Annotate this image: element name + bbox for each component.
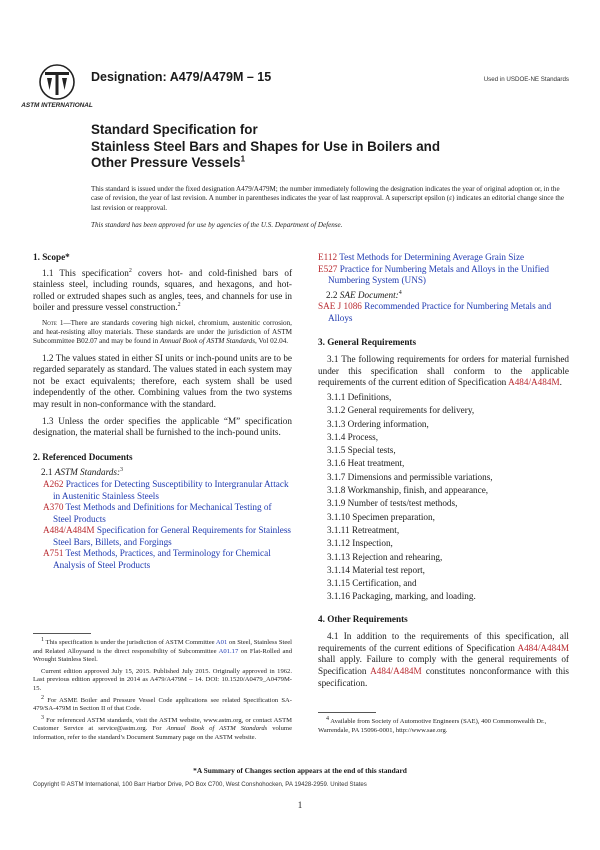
ref-code-link[interactable]: A484/A484M [43,525,95,536]
ref-title-link[interactable]: Recommended Practice for Numbering Metals and Alloys [328,301,552,323]
ref-title-link[interactable]: Specification for General Requirements for Stainless Steel Bars, Billets, and Forgings [53,525,292,547]
astm-logo [21,62,93,110]
right-column [318,252,569,694]
ref-title-link[interactable]: Test Methods for Determining Average Grain Size [337,252,525,262]
footnote-ref-4[interactable]: 4 [398,289,402,296]
ref-code-link[interactable]: A751 [43,548,64,559]
footnote-divider [318,712,376,713]
para-1-1: 1.1 This specification$^2$ covers hot- and cold-finished bars of stainless steel, including rounds, squares, and hexagons, and hot-rolled or extruded shapes such as angles, tees, and channels for use in boiler and pressure vessel construction.$^2$ [33,267,292,313]
summary-of-changes-note: *A Summary of Changes section appears at the end of this standard [193,766,407,775]
list-item: 3.1.12 Inspection, [327,538,393,549]
ref-item [33,525,292,548]
ref-item [33,502,292,525]
footnotes-left [33,636,293,746]
intro-paragraph: This standard is issued under the fixed designation A479/A479M; the number immediately following the designation indicates the year of original adoption or, in the case of revision, the year of last revision. A number in parentheses indicates the year of last reapproval. A superscript epsilon (ε) indicates an editorial change since the last revision or reapproval. [91,185,564,212]
footnote-divider [33,633,91,634]
footnote-2: $^2$ For ASME Boiler and Pressure Vessel Code applications see related Specification SA-479/SA-479M in Section II of that Code. [33,694,292,713]
section-2-heading: 2. Referenced Documents [33,451,133,462]
footnote-ref-2b[interactable]: 2 [177,302,181,309]
dod-approval: This standard has been approved for use by agencies of the U.S. Department of Defense. [91,221,343,229]
list-item: 3.1.9 Number of tests/test methods, [327,498,458,509]
ref-title-link[interactable]: Test Methods, Practices, and Terminology for Chemical Analysis of Steel Products [53,548,271,571]
committee-link[interactable]: A01 [215,639,228,646]
used-in-label: Used in USDOE-NE Standards [483,76,569,83]
section-1-heading: 1. Scope* [33,252,70,262]
ref-title-link[interactable]: Practices for Detecting Susceptibility to Intergranular Attack in Austenitic Stainless Steels [53,478,289,501]
para-3-1: 3.1 The following requirements for orders for material furnished under this specification shall conform to the applicable requirements of the current edition of Specification A484/A484M. [318,354,569,388]
list-item: 3.1.3 Ordering information, [327,418,429,429]
ref-item [318,252,569,264]
list-item: 3.1.7 Dimensions and permissible variations, [327,471,493,482]
requirements-list [318,391,569,604]
ref-title-link[interactable]: Practice for Numbering Metals and Alloys in the Unified Numbering System (UNS) [328,263,549,286]
list-item: 3.1.4 Process, [327,431,379,442]
footnote-4: $^4$ Available from Society of Automotive Engineers (SAE), 400 Commonwealth Dr., Warrendale, PA 15096-0001, http://www.sae.org. [318,715,547,734]
title-line-2: Stainless Steel Bars and Shapes for Use in Boilers and [91,138,441,154]
footnote-3: $^3$ For referenced ASTM standards, visit the ASTM website, www.astm.org, or contact ASTM Customer Service at service@astm.org. For Annual Book of ASTM Standards volume information, refer to the standard’s Document Summary page on the ASTM website. [33,714,292,741]
ref-code-link[interactable]: E527 [318,263,338,274]
list-item: 3.1.15 Certification, and [327,578,417,589]
footnote-1-continued: Current edition approved July 15, 2015. Published July 2015. Originally approved in 1962. Last previous edition approved in 2014 as A479/A479M – 14. DOI: 10.1520/A0479_A0479M-15. [33,667,292,692]
note-1: Note 1—There are standards covering high nickel, chromium, austenitic corrosion, and heat-resisting alloy materials. These standards are under the jurisdiction of ASTM Subcommittee B02.07 and may be found in Annual Book of ASTM Standards, Vol 02.04. [33,318,292,346]
designation: Designation: A479/A479M – 15 [91,70,272,84]
footnote-1: $^1$ This specification is under the jurisdiction of ASTM Committee A01 on Steel, Stainless Steel and Related Alloysand is the direct responsibility of Subcommittee A01.17 on Flat-Rolled and Wrought Stainless Steel. [33,636,293,664]
logo-wordmark: ASTM INTERNATIONAL [21,102,93,109]
section-4-heading: 4. Other Requirements [318,613,408,624]
section-3-heading: 3. General Requirements [318,336,417,347]
list-item: 3.1.1 Definitions, [327,391,392,402]
para-4-1: 4.1 In addition to the requirements of this specification, all requirements of the current editions of Specification A484/A484M shall apply. Failure to comply with the general requirements of Specification A484/A484M constitutes nonconformance with this specification. [318,631,570,688]
title-line-3: Other Pressure Vessels$^1$ [91,154,246,170]
spec-link[interactable]: A484/A484M [508,377,560,388]
list-item: 3.1.5 Special tests, [327,445,396,456]
footnote-ref-3[interactable]: 3 [120,467,124,474]
ref-code-link[interactable]: SAE J 1086 [318,301,362,312]
sae-document-label: 2.2 SAE Document:$^4$ [326,289,402,300]
page-number: 1 [297,800,303,810]
copyright-line: Copyright © ASTM International, 100 Barr Harbor Drive, PO Box C700, West Conshohocken, PA 19428-2959. United States [33,781,367,788]
ref-item [318,264,569,287]
subcommittee-link[interactable]: A01.17 [218,647,239,655]
list-item: 3.1.2 General requirements for delivery, [327,405,475,416]
list-item: 3.1.16 Packaging, marking, and loading. [327,591,476,602]
ref-title-link[interactable]: Test Methods and Definitions for Mechanical Testing of Steel Products [53,502,272,524]
ref-code-link[interactable]: A370 [43,502,64,513]
ref-item [33,479,292,502]
list-item: 3.1.10 Specimen preparation, [327,511,435,522]
title-line-1: Standard Specification for [91,122,258,137]
list-item: 3.1.11 Retreatment, [327,524,400,535]
left-column [33,252,292,572]
ref-item [318,301,569,324]
ref-code-link[interactable]: A262 [43,478,64,489]
title-footnote-ref[interactable]: 1 [240,154,246,164]
ref-code-link[interactable]: E112 [318,252,338,262]
spec-link[interactable]: A484/A484M [370,666,422,677]
astm-standards-label: 2.1 ASTM Standards:$^3$ [41,467,124,478]
list-item: 3.1.13 Rejection and rehearing, [327,551,443,562]
list-item: 3.1.8 Workmanship, finish, and appearance, [327,485,489,496]
para-1-2: 1.2 The values stated in either SI units or inch-pound units are to be regarded separately as standard. The values stated in each system may not be exact equivalents; therefore, each system shall be used independently of the other. Combining values from the two systems may result in non-conformance with the standard. [33,352,292,409]
ref-item [33,548,292,571]
list-item: 3.1.6 Heat treatment, [327,458,405,469]
footnote-ref-2[interactable]: 2 [128,267,132,274]
document-title [91,122,521,172]
list-item: 3.1.14 Material test report, [327,564,425,575]
spec-link[interactable]: A484/A484M [517,642,569,653]
para-1-3: 1.3 Unless the order specifies the applicable “M” specification designation, the material shall be furnished to the inch-pound units. [33,415,292,438]
